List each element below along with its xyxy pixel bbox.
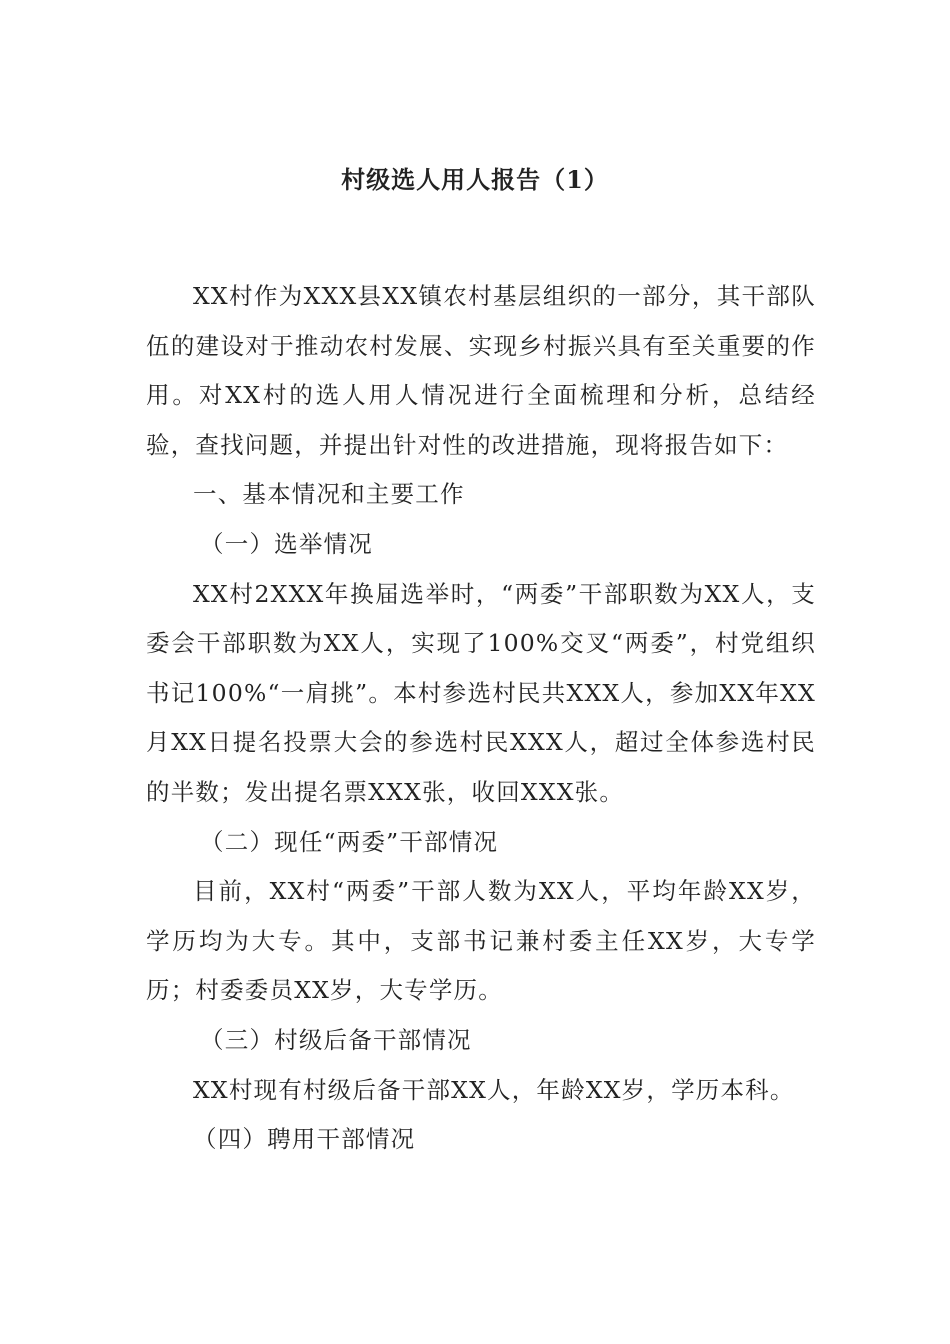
subsection-heading-hired-cadres: （四）聘用干部情况 bbox=[193, 1125, 416, 1154]
intro-paragraph: XX村作为XXX县XX镇农村基层组织的一部分，其干部队伍的建设对于推动农村发展、实现乡村振兴具有至关重要的作用。对XX村的选人用人情况进行全面梳理和分析，总结经验，查找问题，并提出针对性的改进措施，现将报告如下： bbox=[146, 282, 816, 459]
subsection-heading-reserve-cadres: （三）村级后备干部情况 bbox=[200, 1025, 472, 1054]
reserve-cadres-paragraph: XX村现有村级后备干部XX人，年龄XX岁，学历本科。 bbox=[193, 1075, 795, 1104]
subsection-heading-election: （一）选举情况 bbox=[200, 529, 373, 558]
document-title: 村级选人用人报告（1） bbox=[341, 165, 609, 194]
section-heading-basic-situation: 一、基本情况和主要工作 bbox=[193, 480, 465, 509]
subsection-heading-current-cadres: （二）现任“两委”干部情况 bbox=[200, 827, 499, 856]
document-body bbox=[146, 272, 816, 1165]
election-paragraph: XX村2XXX年换届选举时，“两委”干部职数为XX人，支委会干部职数为XX人，实现了100%交叉“两委”，村党组织书记100%“一肩挑”。本村参选村民共XXX人，参加XX年XX月XX日提名投票大会的参选村民XXX人，超过全体参选村民的半数；发出提名票XXX张，收回XXX张。 bbox=[146, 579, 816, 806]
current-cadres-paragraph: 目前，XX村“两委”干部人数为XX人，平均年龄XX岁，学历均为大专。其中，支部书记兼村委主任XX岁，大专学历；村委委员XX岁，大专学历。 bbox=[146, 877, 816, 1005]
